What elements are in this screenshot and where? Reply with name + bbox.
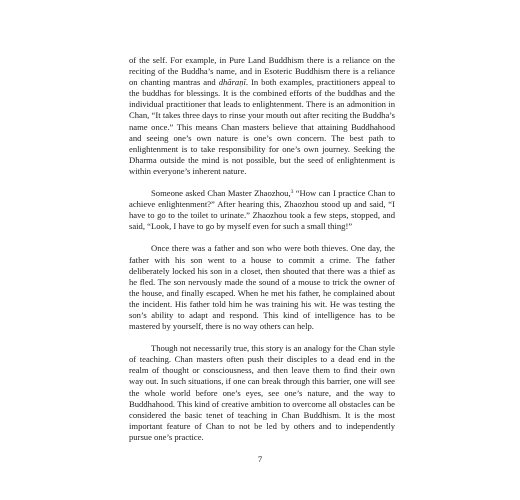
paragraph-3 — [129, 243, 395, 332]
paragraph-2 — [129, 188, 395, 232]
paragraph-2-part-3: “How can I practice Chan to achieve enlightenment?” After hearing this, Zhaozhou stood up and said, “I have to go to the toilet to urinate.” Zhaozhou took a few steps, stopped, and said, “Look, I have to go by myself even for such a small thing!” — [129, 188, 395, 232]
paragraph-4 — [129, 343, 395, 443]
paragraph-1-part-1: of the self. For example, in Pure Land Buddhism there is a reliance on the reciting of the Buddha’s name, and in Esoteric Buddhism there is a reliance on chanting mantras and — [129, 55, 395, 88]
paragraph-3-text: Once there was a father and son who were both thieves. One day, the father with his son went to a house to commit a crime. The father deliberately locked his son in a closet, then shouted that there was a thief as he fled. The son nervously made the sound of a mouse to trick the owner of the house, and finally escaped. When he met his father, he complained about the incident. His father told him he was training his wit. He was testing the son’s ability to adapt and respond. This kind of intelligence has to be mastered by yourself, there is no way others can help. — [129, 243, 395, 332]
paragraph-1-italic-term: dhāraṇī — [218, 77, 246, 88]
paragraph-1-part-3: . In both examples, practitioners appeal to the buddhas for blessings. It is the combined efforts of the buddhas and the individual practitioner that leads to enlightenment. There is an admonition in Chan, “It takes three days to rinse your mouth out after reciting the Buddha’s name once.” This means Chan masters believe that attaining Buddhahood and seeing one’s own nature is one’s own concern. The best path to enlightenment is to take responsibility for one’s own journey. Seeking the Dharma outside the mind is not possible, but the seed of enlightenment is within everyone’s inherent nature. — [129, 77, 395, 176]
body-text — [129, 55, 395, 443]
paragraph-1 — [129, 55, 395, 177]
paragraph-2-part-1: Someone asked Chan Master Zhaozhou, — [151, 188, 291, 199]
footnote-marker: 3 — [290, 189, 294, 196]
page-number: 7 — [257, 454, 263, 464]
paragraph-4-text: Though not necessarily true, this story is an analogy for the Chan style of teaching. Chan masters often push their disciples to a dead end in the realm of thought or consciousness, and then leave them to find their own way out. In such situations, if one can break through this barrier, one will see the whole world before one’s eyes, see one’s nature, and the way to Buddhahood. This kind of creative ambition to overcome all obstacles can be considered the basic tenet of teaching in Chan Buddhism. It is the most important feature of Chan to not be led by others and to independently pursue one’s practice. — [129, 343, 395, 442]
